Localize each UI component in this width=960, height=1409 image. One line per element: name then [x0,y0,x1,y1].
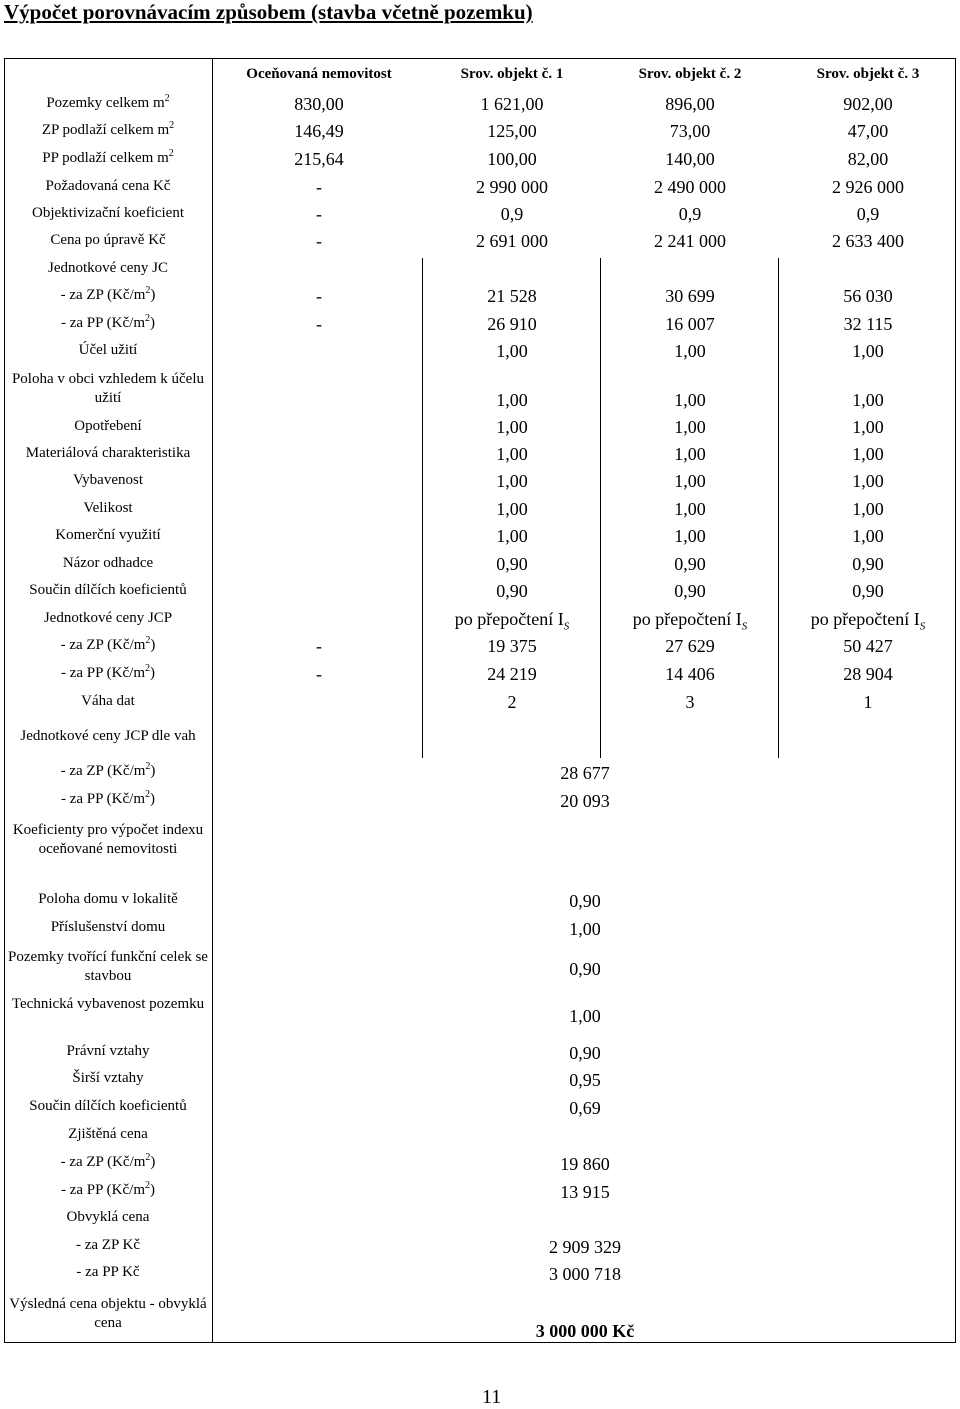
lower-row-value: 0,95 [569,1070,601,1090]
row-value: 14 406 [665,664,715,684]
lower-row-value: 20 093 [560,791,610,811]
row-value: 2 926 000 [832,177,904,197]
row-value: 26 910 [487,314,537,334]
row-value: 0,9 [678,204,702,224]
row-value: 56 030 [843,286,893,306]
row-value: 0,90 [674,581,706,601]
row-value: 1,00 [496,444,528,464]
table-rule [212,58,213,1343]
row-value: 1,00 [674,499,706,519]
row-value: 2 [507,692,517,712]
row-value: 1,00 [674,526,706,546]
row-value: po přepočtení $I_S$ [454,609,570,633]
row-label: Materiálová charakteristika [25,445,191,461]
lower-row-label: Technická vybavenost pozemku [11,996,205,1012]
lower-row-value: 0,90 [569,959,601,979]
row-value: 1,00 [674,417,706,437]
row-value: 1,00 [852,471,884,491]
lower-row-label: Jednotkové ceny JCP dle vah [20,728,196,744]
row-value: 1,00 [496,341,528,361]
row-value: 902,00 [843,94,893,114]
row-value: 82,00 [847,149,889,169]
row-value: 16 007 [665,314,715,334]
row-label: Opotřebení [74,418,142,434]
row-label: Vybavenost [73,472,143,488]
lower-row-label: Příslušenství domu [50,919,166,935]
row-value: 32 115 [843,314,893,334]
lower-row-label: - za ZP Kč [76,1237,140,1253]
lower-row-value: 0,90 [569,891,601,911]
lower-row-value: 28 677 [560,763,610,783]
column-header-3: Srov. objekt č. 2 [638,66,742,82]
lower-row-label: Koeficienty pro výpočet indexu oceňované nemovitosti [12,822,204,857]
row-value: 1,00 [852,417,884,437]
row-label: PP podlaží celkem $m^2$ [42,148,174,166]
row-label: Poloha v obci vzhledem k účelu užití [11,371,205,406]
row-value: 830,00 [294,94,344,114]
row-label: Účel užití [78,342,138,358]
row-value: 50 427 [843,636,893,656]
lower-row-label: Součin dílčích koeficientů [29,1098,187,1114]
lower-row-value: 1,00 [569,1006,601,1026]
row-value: 30 699 [665,286,715,306]
row-value: 0,9 [500,204,524,224]
lower-row-value: 1,00 [569,919,601,939]
row-value: 1 [863,692,873,712]
row-value: 1,00 [674,471,706,491]
row-value: - [316,636,322,656]
row-value: 1,00 [496,526,528,546]
row-label: Jednotkové ceny JCP [43,610,173,626]
row-value: 73,00 [669,121,711,141]
lower-row-value: 0,69 [569,1098,601,1118]
row-value: 0,9 [856,204,880,224]
lower-row-value: 2 909 329 [549,1237,621,1257]
row-value: 24 219 [487,664,537,684]
row-label: Objektivizační koeficient [31,205,185,221]
lower-row-value: 3 000 718 [549,1264,621,1284]
lower-row-label: Poloha domu v lokalitě [38,891,178,907]
lower-row-value: 19 860 [560,1154,610,1174]
row-value: 2 990 000 [476,177,548,197]
row-value: 1,00 [852,444,884,464]
lower-row-value: 3 000 000 Kč [535,1321,635,1341]
row-value: 27 629 [665,636,715,656]
page-number: 11 [482,1386,502,1408]
row-value: 1,00 [852,526,884,546]
row-value: 1,00 [674,444,706,464]
row-value: 0,90 [496,581,528,601]
row-value: 146,49 [294,121,344,141]
row-value: - [316,204,322,224]
row-value: po přepočtení $I_S$ [632,609,748,633]
row-value: 19 375 [487,636,537,656]
row-value: - [316,664,322,684]
row-value: po přepočtení $I_S$ [810,609,926,633]
row-label: Cena po úpravě Kč [50,232,166,248]
lower-row-label: - za ZP $(Kč/m^2)$ [60,761,156,779]
row-value: 1,00 [496,390,528,410]
row-label: - za ZP $(Kč/m^2)$ [60,635,156,653]
row-value: 1,00 [674,341,706,361]
row-value: 28 904 [843,664,893,684]
row-label: - za PP $(Kč/m^2)$ [60,663,155,681]
row-value: 1,00 [674,390,706,410]
row-value: 0,90 [496,554,528,574]
page-title: Výpočet porovnávacím způsobem (stavba včetně pozemku) [4,0,533,24]
row-label: Pozemky celkem $m^2$ [46,93,170,111]
lower-row-label: Obvyklá cena [66,1209,150,1225]
row-value: 1,00 [496,499,528,519]
row-value: 140,00 [665,149,715,169]
lower-row-label: Výsledná cena objektu - obvyklá cena [9,1296,207,1331]
row-value: 3 [685,692,695,712]
row-value: - [316,177,322,197]
lower-row-label: Širší vztahy [72,1070,144,1086]
row-value: 1,00 [496,471,528,491]
row-value: 100,00 [487,149,537,169]
row-value: 2 691 000 [476,231,548,251]
column-header-4: Srov. objekt č. 3 [816,66,920,82]
row-value: 0,90 [852,581,884,601]
row-value: 1,00 [852,499,884,519]
table-rule [600,258,601,758]
row-label: Komerční využití [55,527,161,543]
row-value: - [316,314,322,334]
row-value: 47,00 [847,121,889,141]
row-value: - [316,286,322,306]
row-value: 1 621,00 [480,94,544,114]
row-value: 2 633 400 [832,231,904,251]
row-label: Součin dílčích koeficientů [29,582,187,598]
lower-row-label: Pozemky tvořící funkční celek se stavbou [8,949,208,984]
row-value: 215,64 [294,149,344,169]
lower-row-value: 13 915 [560,1182,610,1202]
row-value: 2 490 000 [654,177,726,197]
row-label: - za ZP $(Kč/m^2)$ [60,285,156,303]
row-value: 125,00 [487,121,537,141]
column-header-1: Oceňovaná nemovitost [246,66,392,82]
row-value: 896,00 [665,94,715,114]
lower-row-label: - za PP $(Kč/m^2)$ [60,1180,155,1198]
row-label: Velikost [83,500,133,516]
table-rule [422,258,423,758]
lower-row-label: - za ZP $(Kč/m^2)$ [60,1152,156,1170]
lower-row-label: - za PP $(Kč/m^2)$ [60,789,155,807]
row-label: Jednotkové ceny JC [48,260,168,276]
column-header-2: Srov. objekt č. 1 [460,66,564,82]
row-value: 2 241 000 [654,231,726,251]
lower-row-value: 0,90 [569,1043,601,1063]
lower-row-label: - za PP Kč [76,1264,140,1280]
row-label: Názor odhadce [62,555,154,571]
table-rule [778,258,779,758]
row-label: ZP podlaží celkem $m^2$ [41,120,175,138]
lower-row-label: Právní vztahy [66,1043,150,1059]
row-value: 1,00 [852,341,884,361]
row-value: 1,00 [852,390,884,410]
row-label: - za PP $(Kč/m^2)$ [60,313,155,331]
row-value: 21 528 [487,286,537,306]
row-value: 0,90 [852,554,884,574]
row-value: 0,90 [674,554,706,574]
row-value: 1,00 [496,417,528,437]
row-label: Požadovaná cena Kč [45,178,171,194]
lower-row-label: Zjištěná cena [68,1126,148,1142]
row-value: - [316,231,322,251]
row-label: Váha dat [81,693,135,709]
